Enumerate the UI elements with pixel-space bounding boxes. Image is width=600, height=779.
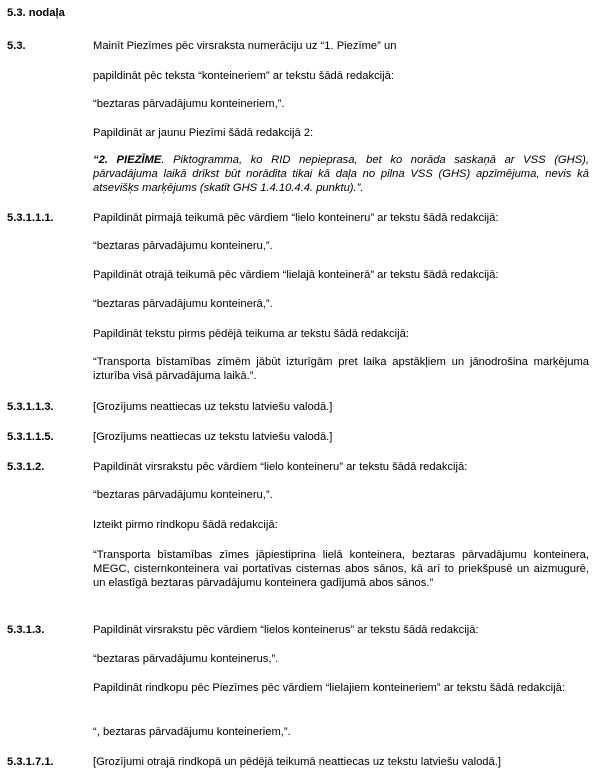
paragraph: [Grozījums neattiecas uz tekstu latviešu valodā.] <box>93 431 333 443</box>
quoted-text: “beztaras pārvadājumu konteineru,”. <box>93 240 273 252</box>
section-number: 5.3.1.7.1. <box>7 756 54 768</box>
note-block <box>93 153 589 195</box>
paragraph: Papildināt pirmajā teikumā pēc vārdiem “lielo konteineru” ar tekstu šādā redakcijā: <box>93 212 499 224</box>
paragraph: Mainīt Piezīmes pēc virsraksta numerāciju uz “1. Piezīme” un <box>93 40 397 52</box>
paragraph: [Grozījumi otrajā rindkopā un pēdējā teikumā neattiecas uz tekstu latviešu valodā.] <box>93 756 501 768</box>
quoted-text: “, beztaras pārvadājumu konteineriem,”. <box>93 726 291 738</box>
section-number: 5.3.1.1.5. <box>7 431 54 443</box>
paragraph: papildināt pēc teksta “konteineriem” ar tekstu šādā redakcijā: <box>93 70 394 82</box>
quoted-text: “Transporta bīstamības zīmēm jābūt izturīgām pret laika apstākļiem un jānodrošina marķējuma izturība visā pārvadājuma laikā.”. <box>93 356 589 382</box>
quoted-text: “beztaras pārvadājumu konteinerā,”. <box>93 298 273 310</box>
note-text: . Piktogramma, ko RID nepieprasa, bet ko norāda saskaņā ar VSS (GHS), pārvadājuma laikā drīkst būt norādīta tikai kā daļa no pilna VSS (GHS) apzīmējuma, nevis kā atsevišķs marķējums (skatīt GHS 1.4.10.4.4. punktu).”. <box>93 154 589 194</box>
section-number: 5.3.1.1.3. <box>7 401 54 413</box>
paragraph: Papildināt rindkopu pēc Piezīmes pēc vārdiem “lielajiem konteineriem” ar tekstu šādā redakcijā: <box>93 682 565 694</box>
chapter-title: 5.3. nodaļa <box>7 7 65 19</box>
paragraph: [Grozījums neattiecas uz tekstu latviešu valodā.] <box>93 401 333 413</box>
paragraph: Papildināt tekstu pirms pēdējā teikuma ar tekstu šādā redakcijā: <box>93 328 409 340</box>
paragraph: Papildināt virsrakstu pēc vārdiem “lielos konteinerus” ar tekstu šādā redakcijā: <box>93 624 479 636</box>
section-number: 5.3. <box>7 40 26 52</box>
paragraph: Izteikt pirmo rindkopu šādā redakcijā: <box>93 519 278 531</box>
paragraph: Papildināt otrajā teikumā pēc vārdiem “lielajā konteinerā” ar tekstu šādā redakcijā: <box>93 269 499 281</box>
quoted-text: “beztaras pārvadājumu konteineru,”. <box>93 489 273 501</box>
section-number: 5.3.1.2. <box>7 461 45 473</box>
section-number: 5.3.1.3. <box>7 624 45 636</box>
note-label: “2. PIEZĪME <box>93 154 162 166</box>
paragraph: Papildināt virsrakstu pēc vārdiem “lielo konteineru” ar tekstu šādā redakcijā: <box>93 461 468 473</box>
quoted-text: “beztaras pārvadājumu konteineriem,”. <box>93 98 285 110</box>
quoted-text: “Transporta bīstamības zīmes jāpiestiprina lielā konteinera, beztaras pārvadājumu konteinera, MEGC, cisternkonteinera vai portatīvas cisternas abos sānos, kā arī to priekšpusē un aizmugurē, un elastīgā beztaras pārvadājumu konteinera gadījumā abos sānos.” <box>93 549 589 589</box>
paragraph: Papildināt ar jaunu Piezīmi šādā redakcijā 2: <box>93 127 314 139</box>
quoted-text: “beztaras pārvadājumu konteinerus,”. <box>93 653 279 665</box>
section-number: 5.3.1.1.1. <box>7 212 54 224</box>
